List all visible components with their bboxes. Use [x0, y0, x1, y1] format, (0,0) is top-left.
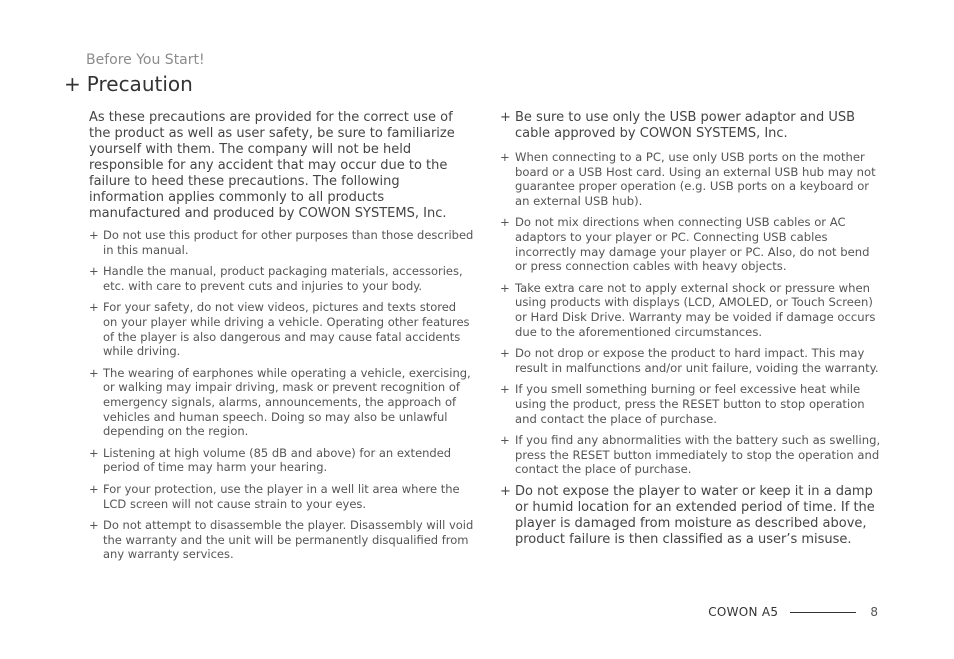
plus-icon: +	[500, 150, 510, 164]
page-title-text: Precaution	[86, 72, 193, 96]
list-item	[500, 110, 882, 142]
list-item	[500, 433, 882, 477]
plus-icon: +	[500, 215, 510, 230]
plus-icon: +	[89, 228, 99, 242]
list-item-text: The wearing of earphones while operating a vehicle, exercising, or walking may impair driving, mask or prevent recognition of emergency signals, alarms, announcements, the approach of vehicles and human speech. Doing so may also be unlawful depending on the region.	[103, 365, 471, 439]
list-item-text: Do not use this product for other purposes than those described in this manual.	[103, 228, 474, 257]
list-item	[89, 300, 474, 358]
plus-icon: +	[500, 346, 510, 361]
list-item-text: For your safety, do not view videos, pictures and texts stored on your player while driving a vehicle. Operating other features of the player is also dangerous and may cause fatal accidents while driving.	[103, 300, 470, 359]
footer-divider	[790, 612, 856, 613]
list-item-text: Listening at high volume (85 dB and above) for an extended period of time may harm your hearing.	[103, 445, 452, 475]
list-item	[500, 215, 882, 273]
title-plus-icon: +	[64, 72, 81, 96]
list-item-text: Do not attempt to disassemble the player. Disassembly will void the warranty and the unit will be permanently disqualified from any warranty services.	[103, 518, 474, 562]
plus-icon: +	[89, 300, 99, 315]
page-title	[64, 72, 193, 96]
list-item-text: When connecting to a PC, use only USB ports on the mother board or a USB Host card. Using an external USB hub may not guarantee proper operation (e.g. USB ports on a keyboard or an external USB hub).	[515, 150, 876, 208]
plus-icon: +	[500, 280, 510, 295]
list-item	[89, 518, 474, 562]
right-column	[500, 110, 882, 556]
list-item-text: Be sure to use only the USB power adaptor and USB cable approved by COWON SYSTEMS, Inc.	[515, 110, 856, 141]
list-item	[89, 228, 474, 257]
page-footer	[708, 605, 878, 619]
list-item	[89, 366, 474, 439]
list-item	[500, 484, 882, 548]
plus-icon: +	[89, 481, 99, 496]
page-number: 8	[870, 605, 878, 619]
plus-icon: +	[500, 110, 511, 125]
list-item	[500, 346, 882, 375]
list-item-text: If you find any abnormalities with the battery such as swelling, press the RESET button immediately to stop the operation and contact the place of purchase.	[515, 433, 881, 477]
section-kicker: Before You Start!	[86, 52, 205, 68]
list-item	[500, 281, 882, 339]
list-item-text: Do not mix directions when connecting USB cables or AC adaptors to your player or PC. Connecting USB cables incorrectly may damage your player or PC. Also, do not bend or press connection cables with heavy objects.	[515, 215, 870, 274]
list-item-text: Take extra care not to apply external shock or pressure when using products with displays (LCD, AMOLED, or Touch Screen) or Hard Disk Drive. Warranty may be voided if damage occurs due to the aforementioned circumstances.	[515, 280, 876, 339]
list-item-text: Handle the manual, product packaging materials, accessories, etc. with care to prevent cuts and injuries to your body.	[103, 264, 463, 293]
list-item-text: If you smell something burning or feel excessive heat while using the product, press the RESET button to stop operation and contact the place of purchase.	[515, 382, 865, 426]
list-item-text: Do not expose the player to water or keep it in a damp or humid location for an extended period of time. If the player is damaged from moisture as described above, product failure is then classified as a user’s misuse.	[515, 483, 875, 547]
list-item	[89, 264, 474, 293]
list-item	[89, 482, 474, 511]
plus-icon: +	[89, 264, 99, 279]
plus-icon: +	[89, 518, 99, 533]
list-item	[500, 382, 882, 426]
footer-brand: COWON A5	[708, 605, 779, 619]
list-item	[89, 446, 474, 475]
plus-icon: +	[500, 483, 511, 499]
plus-icon: +	[89, 445, 99, 460]
list-item-text: For your protection, use the player in a well lit area where the LCD screen will not cause strain to your eyes.	[103, 481, 460, 511]
left-column	[89, 110, 474, 569]
plus-icon: +	[500, 382, 510, 397]
plus-icon: +	[89, 365, 99, 380]
intro-paragraph: As these precautions are provided for the correct use of the product as well as user safety, be sure to familiarize yourself with them. The company will not be held responsible for any accident that may occur due to the failure to heed these precautions. The following information applies commonly to all products manufactured and produced by COWON SYSTEMS, Inc.	[89, 110, 455, 221]
list-item	[500, 150, 882, 208]
list-item-text: Do not drop or expose the product to hard impact. This may result in malfunctions and/or unit failure, voiding the warranty.	[515, 346, 879, 375]
plus-icon: +	[500, 433, 510, 448]
